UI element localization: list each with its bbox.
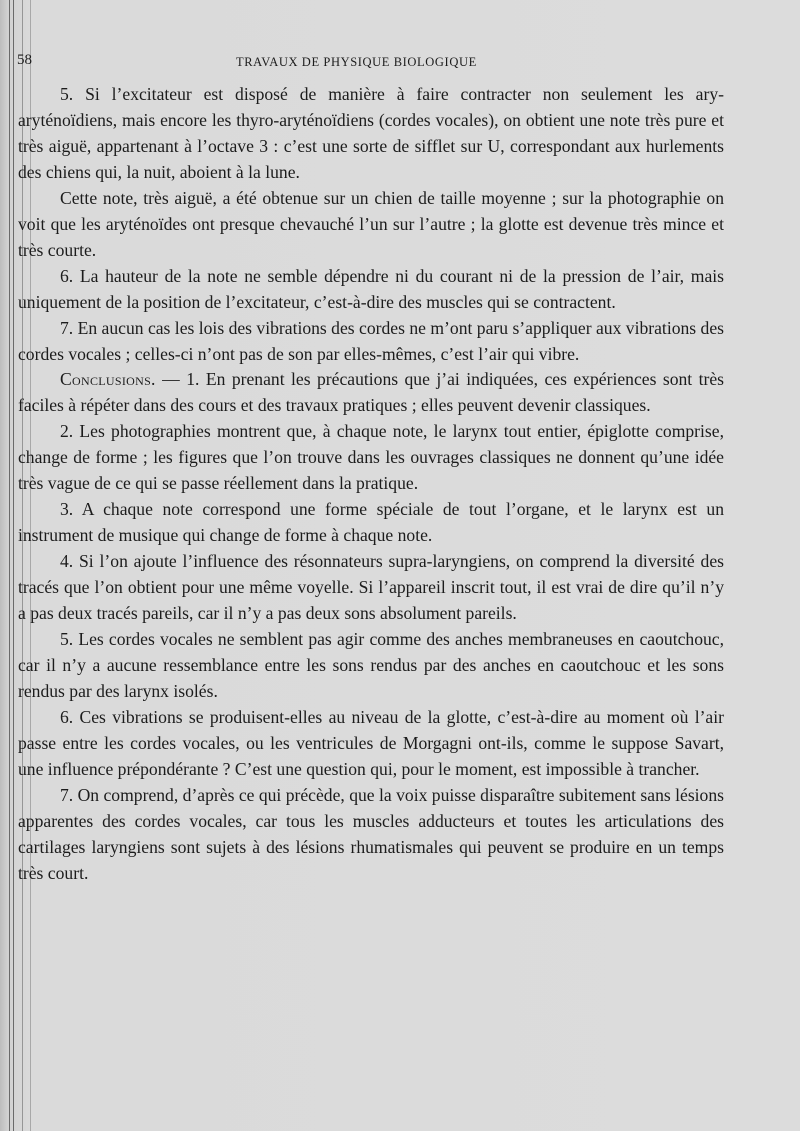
conclusions-heading: Conclusions. bbox=[60, 369, 156, 390]
paragraph: 7. En aucun cas les lois des vibrations des cordes ne m’ont paru s’appliquer aux vibrations des cordes vocales ; celles-ci n’ont pas de son par elles-mêmes, c’est l’air qui vibre. bbox=[18, 317, 725, 364]
conclusion-item: 7. On comprend, d’après ce qui précède, que la voix puisse disparaître subitement sans lésions apparentes des cordes vocales, car tous les muscles adducteurs et toutes les articulations des cartilages laryngiens sont sujets à des lésions rhumatismales qui peuvent se produire en un temps très court. bbox=[18, 784, 724, 883]
conclusion-item bbox=[18, 367, 724, 419]
paragraph: 6. La hauteur de la note ne semble dépendre ni du courant ni de la pression de l’air, mais uniquement de la position de l’excitateur, c’est-à-dire des muscles qui se contractent. bbox=[18, 265, 724, 312]
paragraph: 5. Si l’excitateur est disposé de manière à faire contracter non seulement les ary-aryténoïdiens, mais encore les thyro-aryténoïdiens (cordes vocales), on obtient une note très pure et très aiguë, appartenant à l’octave 3 : c’est une sorte de sifflet sur U, correspondant aux hurlements des chiens qui, la nuit, aboient à la lune. bbox=[18, 84, 724, 182]
conclusion-text: 1. En prenant les précautions que j’ai indiquées, ces expériences sont très faciles à répéter dans des cours et des travaux pratiques ; elles peuvent devenir classiques. bbox=[18, 369, 725, 416]
conclusion-item: 3. A chaque note correspond une forme spéciale de tout l’organe, et le larynx est un instrument de musique qui change de forme à chaque note. bbox=[18, 499, 724, 546]
page-number: 58 bbox=[17, 52, 32, 68]
binding-edge-line bbox=[13, 0, 14, 1131]
running-head: TRAVAUX DE PHYSIQUE BIOLOGIQUE bbox=[236, 55, 477, 69]
body-text bbox=[18, 82, 724, 887]
conclusion-item: 5. Les cordes vocales ne semblent pas agir comme des anches membraneuses en caoutchouc, car il n’y a aucune ressemblance entre les sons rendus par des anches en caoutchouc et les sons rendus par des larynx isolés. bbox=[18, 629, 724, 701]
paragraph: Cette note, très aiguë, a été obtenue sur un chien de taille moyenne ; sur la photographie on voit que les aryténoïdes ont presque chevauché l’un sur l’autre ; la glotte est devenue très mince et très courte. bbox=[18, 187, 724, 260]
conclusions-dash: — bbox=[155, 369, 187, 390]
conclusion-item: 2. Les photographies montrent que, à chaque note, le larynx tout entier, épiglotte comprise, change de forme ; les figures que l’on trouve dans les ouvrages classiques ne donnent qu’une idée très vague de ce qui se passe réellement dans la pratique. bbox=[18, 421, 724, 494]
conclusion-item: 6. Ces vibrations se produisent-elles au niveau de la glotte, c’est-à-dire au moment où l’air passe entre les cordes vocales, ou les ventricules de Morgagni ont-ils, comme le suppose Savart, une influence prépondérante ? C’est une question qui, pour le moment, est impossible à trancher. bbox=[18, 706, 724, 779]
binding-edge-line bbox=[9, 0, 10, 1131]
conclusion-item: 4. Si l’on ajoute l’influence des résonnateurs supra-laryngiens, on comprend la diversité des tracés que l’on obtient pour une même voyelle. Si l’appareil inscrit tout, il est vrai de dire qu’il n’y a pas deux tracés pareils, car il n’y a pas deux sons absolument pareils. bbox=[18, 551, 724, 624]
